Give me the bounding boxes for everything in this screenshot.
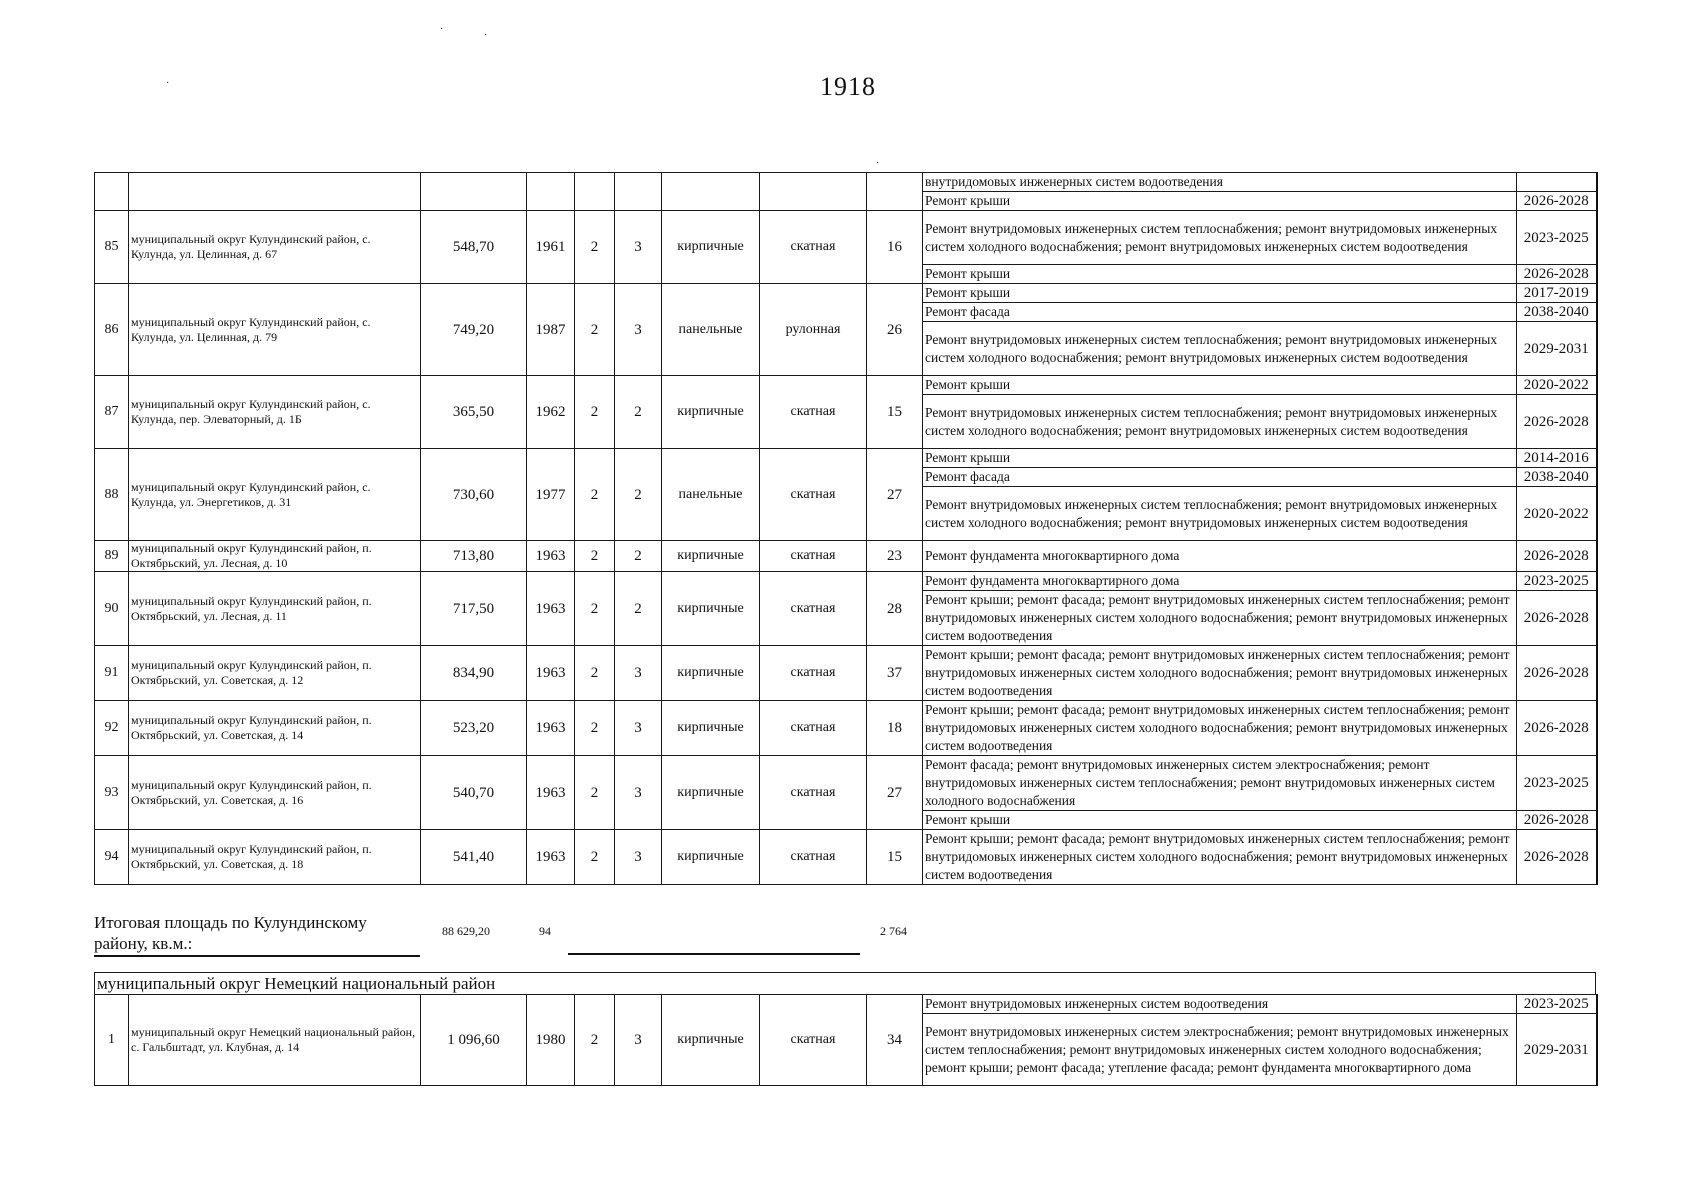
year-cell: 1963 — [527, 572, 575, 646]
roof-type-cell: рулонная — [760, 284, 867, 376]
walls-material-cell: кирпичные — [662, 572, 760, 646]
scan-speck: · — [484, 30, 488, 41]
period-cell: 2026-2028 — [1517, 591, 1597, 646]
row-number: 88 — [95, 449, 129, 541]
period-cell: 2038-2040 — [1517, 303, 1597, 322]
work-type-cell: Ремонт внутридомовых инженерных систем теплоснабжения; ремонт внутридомовых инженерных систем холодного водоснабжения; ремонт внутридомовых инженерных систем водоотведения — [923, 395, 1517, 449]
work-type-cell: Ремонт внутридомовых инженерных систем водоотведения — [923, 995, 1517, 1014]
floors-cell: 2 — [575, 541, 615, 572]
table-row — [95, 646, 1597, 701]
period-cell: 2026-2028 — [1517, 265, 1597, 284]
walls-material-cell: панельные — [662, 284, 760, 376]
entrances-cell: 2 — [615, 572, 662, 646]
entrances-cell: 3 — [615, 995, 662, 1086]
walls-material-cell: кирпичные — [662, 995, 760, 1086]
entrances-cell: 3 — [615, 211, 662, 284]
row-number: 87 — [95, 376, 129, 449]
district-heading: муниципальный округ Немецкий национальный район — [94, 972, 1596, 994]
period-cell: 2026-2028 — [1517, 541, 1597, 572]
work-type-cell: Ремонт крыши — [923, 811, 1517, 830]
row-number: 85 — [95, 211, 129, 284]
year-cell: 1963 — [527, 830, 575, 885]
area-cell: 540,70 — [421, 756, 527, 830]
district-summary — [94, 912, 1094, 954]
table-row — [95, 284, 1597, 303]
walls-material-cell: кирпичные — [662, 541, 760, 572]
roof-type-cell: скатная — [760, 701, 867, 756]
row-number: 94 — [95, 830, 129, 885]
floors-cell: 2 — [575, 211, 615, 284]
entrances-cell: 3 — [615, 756, 662, 830]
summary-count: 94 — [539, 924, 551, 938]
table-row — [95, 756, 1597, 811]
residents-cell: 18 — [867, 701, 923, 756]
empty-cell — [662, 173, 760, 211]
walls-material-cell: кирпичные — [662, 701, 760, 756]
work-type-cell: Ремонт фасада — [923, 303, 1517, 322]
residents-cell: 15 — [867, 830, 923, 885]
entrances-cell: 3 — [615, 830, 662, 885]
table-row — [95, 376, 1597, 395]
area-cell: 541,40 — [421, 830, 527, 885]
period-cell: 2020-2022 — [1517, 376, 1597, 395]
area-cell: 523,20 — [421, 701, 527, 756]
scan-speck: · — [440, 24, 444, 35]
floors-cell: 2 — [575, 376, 615, 449]
roof-type-cell: скатная — [760, 646, 867, 701]
year-cell: 1980 — [527, 995, 575, 1086]
table-row — [95, 211, 1597, 265]
entrances-cell: 3 — [615, 284, 662, 376]
work-type-cell: Ремонт крыши; ремонт фасада; ремонт внутридомовых инженерных систем теплоснабжения; ремонт внутридомовых инженерных систем холодного водоснабжения; ремонт внутридомовых инженерных систем водоотведения — [923, 591, 1517, 646]
table-row — [95, 701, 1597, 756]
period-cell: 2026-2028 — [1517, 646, 1597, 701]
roof-type-cell: скатная — [760, 449, 867, 541]
empty-cell — [95, 173, 129, 211]
walls-material-cell: кирпичные — [662, 830, 760, 885]
work-type-cell: Ремонт крыши; ремонт фасада; ремонт внутридомовых инженерных систем теплоснабжения; ремонт внутридомовых инженерных систем холодного водоснабжения; ремонт внутридомовых инженерных систем водоотведения — [923, 646, 1517, 701]
area-cell: 749,20 — [421, 284, 527, 376]
residents-cell: 23 — [867, 541, 923, 572]
row-number: 89 — [95, 541, 129, 572]
residents-cell: 27 — [867, 756, 923, 830]
table-row — [95, 995, 1597, 1014]
table-row — [95, 572, 1597, 591]
year-cell: 1963 — [527, 541, 575, 572]
floors-cell: 2 — [575, 646, 615, 701]
table-row-continued — [95, 173, 1597, 192]
area-cell: 1 096,60 — [421, 995, 527, 1086]
year-cell: 1963 — [527, 701, 575, 756]
residents-cell: 28 — [867, 572, 923, 646]
work-type-cell: Ремонт внутридомовых инженерных систем электроснабжения; ремонт внутридомовых инженерных систем теплоснабжения; ремонт внутридомовых инженерных систем холодного водоснабжения; ремонт крыши; ремонт фасада; утепление фасада; ремонт фундамента многоквартирного дома — [923, 1014, 1517, 1086]
area-cell: 713,80 — [421, 541, 527, 572]
row-number: 92 — [95, 701, 129, 756]
address-cell: муниципальный округ Кулундинский район, п. Октябрьский, ул. Лесная, д. 10 — [129, 541, 421, 572]
floors-cell: 2 — [575, 830, 615, 885]
period-cell — [1517, 173, 1597, 192]
work-type-cell: Ремонт крыши; ремонт фасада; ремонт внутридомовых инженерных систем теплоснабжения; ремонт внутридомовых инженерных систем холодного водоснабжения; ремонт внутридомовых инженерных систем водоотведения — [923, 701, 1517, 756]
year-cell: 1977 — [527, 449, 575, 541]
work-type-cell: Ремонт фундамента многоквартирного дома — [923, 541, 1517, 572]
period-cell: 2017-2019 — [1517, 284, 1597, 303]
address-cell: муниципальный округ Кулундинский район, п. Октябрьский, ул. Советская, д. 14 — [129, 701, 421, 756]
work-type-cell: Ремонт крыши — [923, 449, 1517, 468]
period-cell: 2038-2040 — [1517, 468, 1597, 487]
walls-material-cell: кирпичные — [662, 646, 760, 701]
period-cell: 2026-2028 — [1517, 701, 1597, 756]
address-cell: муниципальный округ Кулундинский район, с. Кулунда, ул. Целинная, д. 79 — [129, 284, 421, 376]
period-cell: 2023-2025 — [1517, 756, 1597, 811]
period-cell: 2020-2022 — [1517, 487, 1597, 541]
residents-cell: 34 — [867, 995, 923, 1086]
work-type-cell: Ремонт крыши; ремонт фасада; ремонт внутридомовых инженерных систем теплоснабжения; ремонт внутридомовых инженерных систем холодного водоснабжения; ремонт внутридомовых инженерных систем водоотведения — [923, 830, 1517, 885]
roof-type-cell: скатная — [760, 541, 867, 572]
row-number: 90 — [95, 572, 129, 646]
year-cell: 1963 — [527, 646, 575, 701]
address-cell: муниципальный округ Кулундинский район, с. Кулунда, пер. Элеваторный, д. 1Б — [129, 376, 421, 449]
work-type-cell: Ремонт фасада; ремонт внутридомовых инженерных систем электроснабжения; ремонт внутридомовых инженерных систем теплоснабжения; ремонт внутридомовых инженерных систем холодного водоснабжения — [923, 756, 1517, 811]
walls-material-cell: кирпичные — [662, 756, 760, 830]
row-number: 91 — [95, 646, 129, 701]
entrances-cell: 2 — [615, 376, 662, 449]
year-cell: 1962 — [527, 376, 575, 449]
empty-cell — [129, 173, 421, 211]
period-cell: 2014-2016 — [1517, 449, 1597, 468]
period-cell: 2023-2025 — [1517, 211, 1597, 265]
row-number: 86 — [95, 284, 129, 376]
floors-cell: 2 — [575, 701, 615, 756]
roof-type-cell: скатная — [760, 756, 867, 830]
entrances-cell: 2 — [615, 541, 662, 572]
residents-cell: 16 — [867, 211, 923, 284]
summary-label: Итоговая площадь по Кулундинскому району, кв.м.: — [94, 912, 420, 957]
address-cell: муниципальный округ Кулундинский район, п. Октябрьский, ул. Советская, д. 16 — [129, 756, 421, 830]
year-cell: 1963 — [527, 756, 575, 830]
residents-cell: 15 — [867, 376, 923, 449]
address-cell: муниципальный округ Кулундинский район, с. Кулунда, ул. Энергетиков, д. 31 — [129, 449, 421, 541]
work-type-cell: Ремонт внутридомовых инженерных систем теплоснабжения; ремонт внутридомовых инженерных систем холодного водоснабжения; ремонт внутридомовых инженерных систем водоотведения — [923, 322, 1517, 376]
work-type-cell: внутридомовых инженерных систем водоотведения — [923, 173, 1517, 192]
empty-cell — [575, 173, 615, 211]
table-row — [95, 449, 1597, 468]
empty-cell — [760, 173, 867, 211]
residents-cell: 37 — [867, 646, 923, 701]
area-cell: 548,70 — [421, 211, 527, 284]
period-cell: 2026-2028 — [1517, 811, 1597, 830]
empty-cell — [421, 173, 527, 211]
address-cell: муниципальный округ Немецкий национальный район, с. Гальбштадт, ул. Клубная, д. 14 — [129, 995, 421, 1086]
period-cell: 2029-2031 — [1517, 1014, 1597, 1086]
entrances-cell: 3 — [615, 646, 662, 701]
period-cell: 2026-2028 — [1517, 830, 1597, 885]
district2-table — [94, 994, 1598, 1086]
roof-type-cell: скатная — [760, 376, 867, 449]
walls-material-cell: кирпичные — [662, 211, 760, 284]
entrances-cell: 2 — [615, 449, 662, 541]
work-type-cell: Ремонт крыши — [923, 265, 1517, 284]
residents-cell: 27 — [867, 449, 923, 541]
scan-speck: · — [876, 158, 880, 169]
floors-cell: 2 — [575, 284, 615, 376]
period-cell: 2029-2031 — [1517, 322, 1597, 376]
address-cell: муниципальный округ Кулундинский район, п. Октябрьский, ул. Лесная, д. 11 — [129, 572, 421, 646]
walls-material-cell: кирпичные — [662, 376, 760, 449]
year-cell: 1987 — [527, 284, 575, 376]
empty-cell — [867, 173, 923, 211]
page-number: 1918 — [820, 72, 876, 101]
summary-residents: 2 764 — [880, 924, 907, 938]
empty-cell — [527, 173, 575, 211]
work-type-cell: Ремонт внутридомовых инженерных систем теплоснабжения; ремонт внутридомовых инженерных систем холодного водоснабжения; ремонт внутридомовых инженерных систем водоотведения — [923, 211, 1517, 265]
area-cell: 365,50 — [421, 376, 527, 449]
floors-cell: 2 — [575, 995, 615, 1086]
work-type-cell: Ремонт внутридомовых инженерных систем теплоснабжения; ремонт внутридомовых инженерных систем холодного водоснабжения; ремонт внутридомовых инженерных систем водоотведения — [923, 487, 1517, 541]
period-cell: 2026-2028 — [1517, 395, 1597, 449]
work-type-cell: Ремонт фундамента многоквартирного дома — [923, 572, 1517, 591]
address-cell: муниципальный округ Кулундинский район, п. Октябрьский, ул. Советская, д. 18 — [129, 830, 421, 885]
address-cell: муниципальный округ Кулундинский район, с. Кулунда, ул. Целинная, д. 67 — [129, 211, 421, 284]
walls-material-cell: панельные — [662, 449, 760, 541]
work-type-cell: Ремонт крыши — [923, 376, 1517, 395]
empty-cell — [615, 173, 662, 211]
residents-cell: 26 — [867, 284, 923, 376]
work-type-cell: Ремонт фасада — [923, 468, 1517, 487]
roof-type-cell: скатная — [760, 211, 867, 284]
scan-speck: · — [166, 78, 170, 89]
year-cell: 1961 — [527, 211, 575, 284]
period-cell: 2026-2028 — [1517, 192, 1597, 211]
work-type-cell: Ремонт крыши — [923, 192, 1517, 211]
roof-type-cell: скатная — [760, 995, 867, 1086]
summary-total-area: 88 629,20 — [442, 924, 490, 938]
table-row — [95, 830, 1597, 885]
housing-register-table — [94, 172, 1598, 885]
floors-cell: 2 — [575, 449, 615, 541]
roof-type-cell: скатная — [760, 572, 867, 646]
row-number: 93 — [95, 756, 129, 830]
period-cell: 2023-2025 — [1517, 995, 1597, 1014]
area-cell: 730,60 — [421, 449, 527, 541]
floors-cell: 2 — [575, 756, 615, 830]
area-cell: 717,50 — [421, 572, 527, 646]
row-number: 1 — [95, 995, 129, 1086]
entrances-cell: 3 — [615, 701, 662, 756]
floors-cell: 2 — [575, 572, 615, 646]
work-type-cell: Ремонт крыши — [923, 284, 1517, 303]
period-cell: 2023-2025 — [1517, 572, 1597, 591]
summary-underline — [568, 953, 860, 955]
area-cell: 834,90 — [421, 646, 527, 701]
address-cell: муниципальный округ Кулундинский район, п. Октябрьский, ул. Советская, д. 12 — [129, 646, 421, 701]
roof-type-cell: скатная — [760, 830, 867, 885]
table-row — [95, 541, 1597, 572]
